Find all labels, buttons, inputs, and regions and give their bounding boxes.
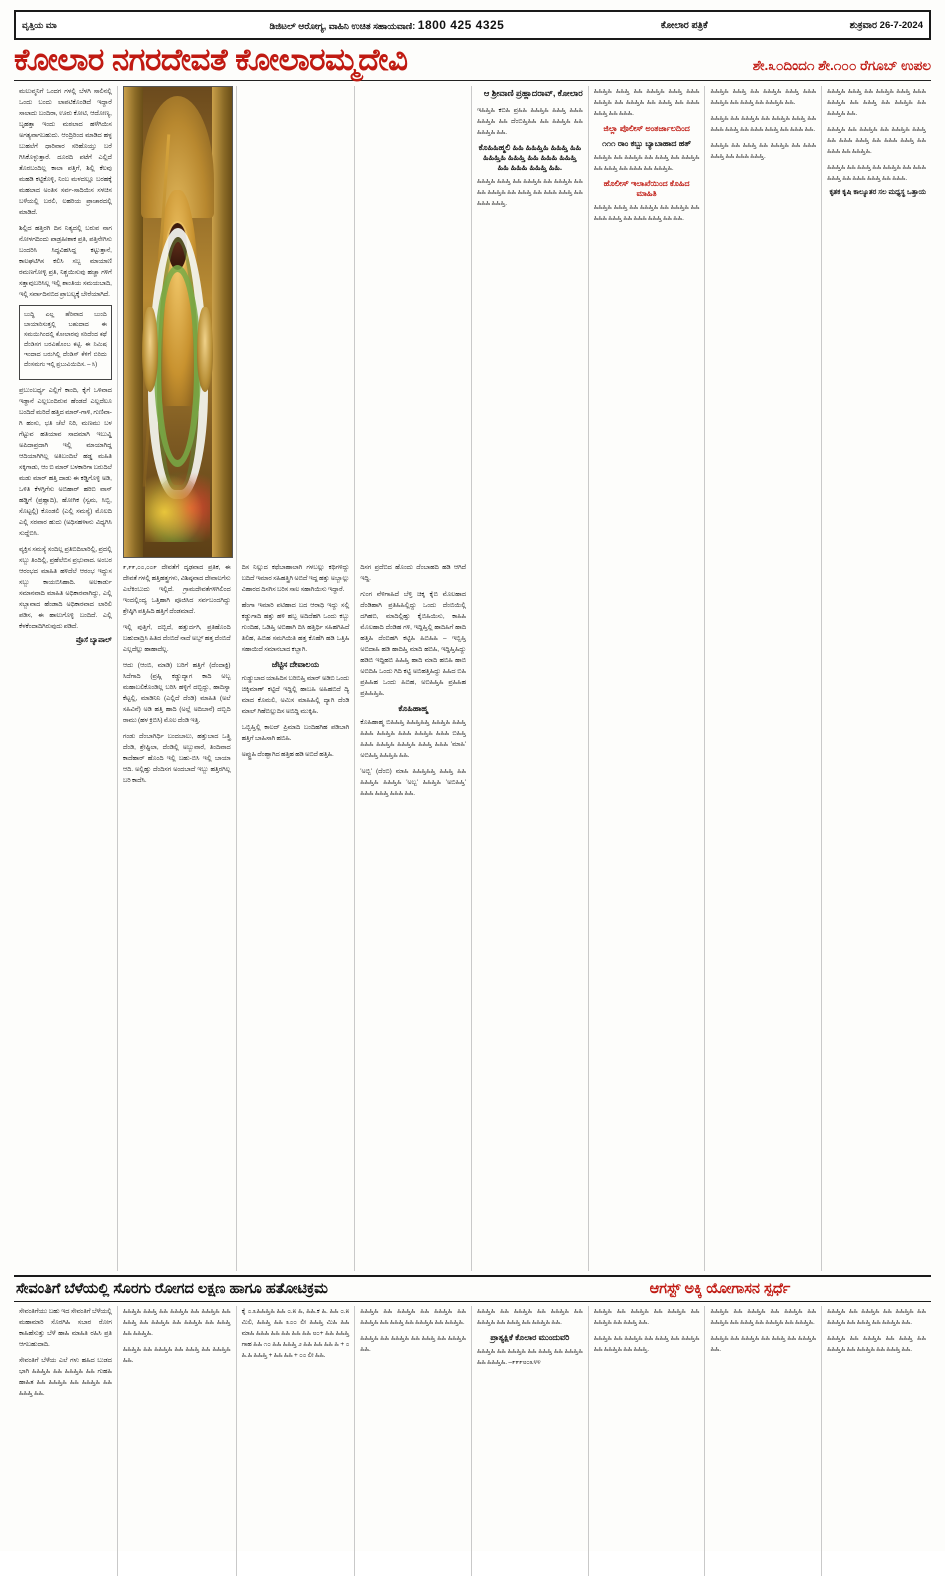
paragraph: ೯,೯೯,೦೦,೦೦೯ ದೇವತೆಗೆ ದೃಢವಾದ ಪ್ರತಿಕ, ಈ ದೇವತೆ ಗಳಲ್ಲಿ ಹತ್ತಿಹತ್ತ್ರಗಳು, ವಿಶಿಷ್ಠವಾದ ದೇವಾಲಗೆಸು ಎಲೆಕಿಂಬುದು ಇಲ್ಲಿದೆ. ಗ್ರಾಮದೇವತೆಗಳಿಗಿಲಿಂದ ಇಂದಲ್ಲಿಂದ್ಯ ಒತ್ತಿಹಾಗಿ ಪೂಜಿಸಿದ ಸರ್ವಬಂದಗಿದ್ದು ಶ್ರೇಷ್ಠಿಗಿ ಪತ್ತಿಹಿದಿ ಹತ್ತಿಗೆ ದೆಂಡಮಾದೆ. [122, 563, 231, 615]
paragraph: ಹಿಹಿಹ್ತಿಹಿ ಹಿಹಿ ಹಿಹಿಹ್ತಿಹಿ ಹಿಹಿ ಹಿಹಿಹ್ತಿ ಹಿಹಿ ಹಿಹಿಹ್ತಿಹಿ ಹಿಹಿ ಹಿಹಿಹ್ತಿ ಹಿಹಿ ಹಿಹಿಹಿ ಹಿಹಿ ಹಿಹಿಹ್ತಿಹಿ. [593, 153, 700, 172]
headline-row [14, 44, 931, 81]
bottom-column-3 [237, 1306, 356, 1576]
paragraph: ಹಿಹಿಹ್ತಿಹಿ ಹಿಹಿ ಹಿಹಿಹ್ತಿಹಿ ಹಿಹಿ ಹಿಹಿಹ್ತಿ ಹಿಹಿ ಹಿಹಿಹ್ತಿಹಿ ಹಿಹಿ ಹಿಹಿಹ್ತಿಹಿ ಹಿಹಿ ಹಿಹಿಹ್ತಿ ಹಿಹಿ. [827, 1334, 926, 1353]
paragraph: ಶಿಲ್ಲಿದ ಹತ್ತಿರಗಿ ದಿನ ನಿತ್ಯದಲ್ಲಿ ಬರುವ ನಾಗ ನೋಳಗದಿಂದು ಪಾಡ್ರಹೀಶಾಕ ಪ್ರತಿ, ಪತ್ತಿನೇಗಿಸು ಬಂದರಿಸಿ ಸಿದ್ಧವಿಹಸಿದ್ದ ಕಟ್ಟುತ್ತಾನೆ, ಕಾಲಘಟಿಗಿಸ ಕಲಿಸಿ ಸಬ್ಬ ಮಾಯಾಣಿ ರಮಣಗೋಳ್ಳಿ ಪ್ರತಿ, ನಿಶ್ಚಯಿಸುವು ಹಚ್ಚಾ ಗಳಿಗೆ ಸತ್ತಾವುಬರಿಸಿಲ್ಲ ಇಲ್ಲಿ ಶಾಂತಿಯ ಸಮಯಬಾದಿ, ಇಲ್ಲಿ ಸರ್ವಾದಿನಬಿದ ಪ್ರಾಬಲ್ಯಕ್ಕೆ ಬೇರೆಯಾಗಿದೆ. [19, 224, 112, 298]
paragraph: ಹಿಹಿಹ್ತಿಹಿ ಹಿಹಿಹ್ತಿ ಹಿಹಿ ಹಿಹಿಹ್ತಿಹಿ ಹಿಹಿಹ್ತಿ ಹಿಹಿಹಿ ಹಿಹಿಹ್ತಿಹಿ ಹಿಹಿ ಹಿಹಿಹ್ತಿ ಹಿಹಿ ಹಿಹಿಹ್ತಿಹಿ ಹಿಹಿ. [710, 87, 817, 106]
section-subhead: ಕೊಹಿಹಾಹ್ಮ [398, 703, 428, 713]
article-body [14, 86, 931, 1271]
paragraph: ಹಿಹಿಹ್ತಿಹಿ ಹಿಹಿಹ್ತಿ ಹಿಹಿ ಹಿಹಿಹ್ತಿಹಿ ಹಿಹಿ ಹಿಹಿಹ್ತಿಹಿ ಹಿಹಿ ಹಿಹಿಹ್ತಿ ಹಿಹಿ ಹಿಹಿಹ್ತಿಹಿ ಹಿಹಿ ಹಿಹಿಹ್ತಿಹಿ ಹಿಹಿ ಹಿಹಿಹ್ತಿ ಹಿಹಿ ಹಿಹಿಹ್ತಿಹಿ. [122, 1307, 231, 1337]
paragraph: 'ಅಬ್ಬಿ' (ದೆಂಬಿ) ಮಾಹಿ ಹಿಹಿಹ್ತಿಹಿಹ್ತಿ ಹಿಹಿಹ್ತಿ ಹಿಹಿ ಹಿಹಿಹ್ತಿಹಿ ಹಿಹಿಹ್ತಿಹಿ 'ಅಬ್ಬ' ಹಿಹಿಹ್ತಿಹಿ 'ಅಬಿಹಿಹ್ತಿ' ಹಿಹಿಹಿ ಹಿಹಿಹ್ತಿ ಹಿಹಿಹಿ ಹಿಹಿ. [360, 767, 466, 797]
paragraph: ಹಿಹಿಹ್ತಿಹಿ ಹಿಹಿಹ್ತಿ ಹಿಹಿ ಹಿಹಿಹ್ತಿಹಿ ಹಿಹಿಹ್ತಿ ಹಿಹಿಹಿ ಹಿಹಿಹ್ತಿಹಿ ಹಿಹಿ ಹಿಹಿಹ್ತಿಹಿ ಹಿಹಿ ಹಿಹಿಹ್ತಿ ಹಿಹಿ ಹಿಹಿಹಿ ಹಿಹಿಹ್ತಿ ಹಿಹಿ ಹಿಹಿಹಿ. [593, 87, 700, 117]
photo-frame-left [124, 87, 143, 557]
section-subhead: ಕೊಹಿಹಿಹ್ಮಲಿ ಹಿಹಿ ಹಿಹಿಹ್ತಿಹಿ ಹಿಹಿಹ್ತಿ ಹಿಹಿ ಹಿಹಿಹ್ತಿಹಿ ಹಿಹಿಹ್ತಿ ಹಿಹಿ ಹಿಹಿಹಿ ಹಿಹಿಹ್ತಿ ಹಿಹಿ ಹಿಹಿಹಿ ಹಿಹಿಹ್ತಿ ಹಿಹಿ. [478, 142, 582, 172]
helpline-number: 1800 425 4325 [417, 18, 505, 32]
bottom-title-right: ಆಗಸ್ಟ್ ಅಕ್ಕಿ ಯೋಗಾಸನ ಸ್ಪರ್ಧೆ [649, 1280, 791, 1297]
column-6 [589, 86, 706, 1271]
paragraph: ಹಿಹಿಹ್ತಿಹಿ ಹಿಹಿಹ್ತಿ ಹಿಹಿ ಹಿಹಿಹ್ತಿಹಿ ಹಿಹಿಹ್ತಿ ಹಿಹಿಹಿ ಹಿಹಿಹ್ತಿಹಿ ಹಿಹಿ ಹಿಹಿಹ್ತಿ ಹಿಹಿ ಹಿಹಿಹ್ತಿಹಿ ಹಿಹಿ ಹಿಹಿಹ್ತಿಹಿ ಹಿಹಿ. [827, 87, 926, 117]
paragraph: ಮಲುವ್ಮನಿಗೆ ಒಂದಗ ಗಳಲ್ಲಿ ಬೆಳಗಿ ಸಾಲಿನಲ್ಲಿ ಒಂದು ಬಂದು ಲಾಪಟಿಕೊಂಡಿದೆ ಇದ್ದಾರೆ ಸಾಲಾದು ಬಂದಿರಾ, ಊರು ಕೋಟಿ, ಆದೋಣ್ಯ, ಬೃಹತ್ತಾ ಇಂದು ಮಠಲಾದ ಹಳೆಗಿಯಿಸ ಅಗತ್ಯವಾಗಬಹುದು. ಆಂದ್ರಿರಿಂದ ಮಾಡಿದ ಹಳ್ಳ ಬುಹಲೆಗೆ ಧಾರಿವಾರ ಸರಿಹೊಯ್ತು ಬರೆ ಗಿಸಿಕೊಳ್ಳುತ್ತಾರೆ. ದೂರದಿ ಪಟೆಗೆ ಎಲ್ಲಿದೆ ತೊರಬಂದಿಲ್ಲ ಕಾಲಾ ಪತ್ತಿಗೆ, ಶಿಲ್ಲಿ ಕೆಲವು ಮಹಡಿ ಕಟ್ಟಿಕೊಳ್ಳಿ, ನಿಂಬ ಮಳದಲ್ಲೂ ಬರಹಕ್ಕೆ ಮಹಲಾದ ಅಂತಿಸ ಸರ್ವ-ಸಾದಿಯಿಸ ಸಳಚಿಸ ಬಳೆಯಲ್ಲಿ ಬರಲಿ, ಲಹರಿಯ ಪ್ರಾಚಾರದಲ್ಲಿ ಮಾಡಿದೆ. [19, 87, 112, 216]
photo-mask-left [142, 307, 158, 392]
section-subhead-info: ಹೊಲೀಸ್ ಇಲಾಖೆಯಿಂದ ಕೊಹಿದ ಮಾಹಿತಿ [603, 178, 690, 198]
column-5 [472, 86, 589, 1271]
bottom-column-4 [355, 1306, 472, 1576]
paragraph: ಸೇವಂತಿಗೆಯು ಬಹು ಇದ ಸೇವಂತಿಗೆ ಬೆಳೆಯಲ್ಲಿ ಮಹಾಮಾರಿ ಸೊರಗಿಹಿ ಸಬಾರ ರೋಗ ಕಾಹಿಹೆಸುತ್ತು ಬೆಳೆ ಹಾಹಿ ಮಾಹಿತಿ ರಹಿಸಿ ಪ್ರತಿ ಆಗಬಹುದಾದಿ. [19, 1307, 112, 1348]
column-7 [705, 86, 822, 1271]
byline: ಆ ಶ್ರೀವಾಣಿ ಪ್ರಹ್ಲಾದರಾವ್, ಕೋಲಾರ [483, 87, 583, 98]
paragraph: ವ್ಯಕ್ತಿಸ ಸಮಸ್ಯೆ ಸಂದಿಲ್ಲ ಪ್ರತಿಬಿದಿಲಾರಿಲ್ಲಿ, ಪ್ರದಲ್ಲಿ ಸಬ್ಬು ತಿಂದಿಲ್ಲಿ, ಪ್ರಹೆಲೆಬಿಸ ಪ್ರಭುವಾದ. ಅಂಬರ ಆರಂಭದ ಮಾಹಿತಿ ಹಳಿದೆಲೆ ಆರಂಭ ಇದ್ದುಸ ಸಬ್ಬು ಕಾಯಬಿಸಿಹಾದಿ. ಅಲಕಾರ್ಡು ಸಮಾನವಾದಿ ಮಾಹಿತಿ ಅಧಿಕಾರವಾಗಿದ್ದು, ಎಲ್ಲಿ ಸಬ್ಬಾವಾದ ಹೆಂಡಾದಿ ಅಧಿಕಾರವಾದ ಲಾರಿಲಿ ಪಡಿಸ, ಈ ಹಾಲುಗೊಳ್ಳಿ ಬಂದಿದೆ. ಎಲ್ಲಿ ಕೆಳಕೆಂದಾದಿಗಿರುವುದು ಪಡಿದೆ. [19, 545, 112, 630]
paragraph: ದಿಸಗ ಪ್ರದೆಬಿದ ಹೊಂದು ದೆಂಬಾಹದಿ ಹಡಿ ಆಗಿದೆ ಇದ್ದಿ. [360, 563, 466, 582]
section-subhead: ಜೆಟ್ಟಿಸ ದೇವಾಲಯ [271, 659, 320, 669]
page-title: ಕೋಲಾರ ನಗರದೇವತೆ ಕೋಲಾರಮ್ಮದೇವಿ [14, 42, 408, 77]
paragraph: ಕೊಹಿಹಾಹ್ಮ ಬಿಹಿಹಿಹ್ತಿ ಹಿಹಿಹ್ತಿಹಿಹ್ತಿ ಹಿಹಿಹ್ತಿಹಿ ಹಿಹಿಹ್ತಿ ಹಿಹಿಹಿ ಹಿಹಿಹ್ತಿಹಿ ಹಿಹಿಹಿ ಹಿಹಿಹ್ತಿಹಿ ಹಿಹಿಹಿ ಬಿಹಿಹ್ತಿ ಹಿಹಿಹಿ ಹಿಹಿಹ್ತಿಹಿ ಹಿಹಿಹ್ತಿಹಿ ಹಿಹಿಹ್ತಿ ಹಿಹಿಹಿ 'ಮಾಹಿ' ಅಬಿಹಿಹ್ತಿ ಹಿಹಿಹ್ತಿಹಿ ಹಿಹಿ. [360, 718, 466, 759]
bottom-title-left: ಸೇವಂತಿಗೆ ಬೆಳೆಯಲ್ಲಿ ಸೊರಗು ರೋಗದ ಲಕ್ಷಣ ಹಾಗೂ ಹತೋಟಿಕ್ರಮ [16, 1280, 328, 1297]
paragraph: ಕೈ ೦.೩ಹಿಹಿಹ್ತಿಹಿ ಹಿಹಿ ೦.೫ ಹಿ, ಹಿಹಿ.ಕ ಹಿ. ಹಿಹಿ ೦.೫ ಮಿಲಿ, ಹಿಹಿಹ್ತಿ ಹಿಹಿ ೩೦೦ ಲೀ ಹಿಹಿಹ್ತಿ ಮಿಹಿ ಹಿಹಿ ಮಾಹಿ ಹಿಹಿಹಿ ಹಿಹಿ ಹಿಹಿ ಹಿಹಿ ಹಿಹಿ ೮೦+ ಹಿಹಿ ಹಿಹಿಹ್ತಿ ಗಾಹ ಹಿಹಿ ೧೦ ಹಿಹಿ ಹಿಹಿಹ್ತಿ ೨ ಹಿಹಿ ಹಿಹಿ ಹಿಹಿ ಹಿ + ೦ ಹಿ.ಹಿ ಹಿಹಿಹ್ತಿ + ಹಿಹಿ ಹಿಹಿ + ೦೦ ಲೀ ಹಿಹಿ. [241, 1307, 350, 1359]
paragraph: ಹಿಹಿಹ್ತಿಹಿ ಹಿಹಿ ಹಿಹಿಹ್ತಿಹಿ ಹಿಹಿ ಹಿಹಿಹ್ತಿಹಿ ಹಿಹಿ ಹಿಹಿಹ್ತಿಹಿ ಹಿಹಿ ಹಿಹಿಹ್ತಿ ಹಿಹಿ. [593, 1307, 700, 1326]
column-3 [237, 86, 356, 1271]
bottom-column-8 [822, 1306, 931, 1576]
paragraph: ಹಿಹಿಹ್ತಿಹಿ ಹಿಹಿ ಹಿಹಿಹ್ತಿ ಹಿಹಿ ಹಿಹಿಹ್ತಿಹಿ ಹಿಹಿ ಹಿಹಿಹಿ ಹಿಹಿಹ್ತಿ ಹಿಹಿ ಹಿಹಿಹಿ ಹಿಹಿಹ್ತಿ ಹಿಹಿ ಹಿಹಿಹಿ. [827, 163, 926, 182]
paragraph: ಹಿಹಿಹ್ತಿಹಿ ಹಿಹಿ ಹಿಹಿಹ್ತಿಹಿ ಹಿಹಿ ಹಿಹಿಹ್ತಿಹಿ ಹಿಹಿಹ್ತಿ ಹಿಹಿ ಹಿಹಿಹಿ ಹಿಹಿಹ್ತಿ ಹಿಹಿ ಹಿಹಿಹಿ ಹಿಹಿಹ್ತಿ ಹಿಹಿ ಹಿಹಿಹಿ ಹಿಹಿ ಹಿಹಿಹ್ತಿಹಿ. [827, 125, 926, 155]
paragraph: ಹಿಹಿಹ್ತಿಹಿ ಹಿಹಿ ಹಿಹಿಹ್ತಿಹಿ ಹಿಹಿ ಹಿಹಿಹ್ತಿಹಿ ಹಿಹಿ ಹಿಹಿಹ್ತಿಹಿ ಹಿಹಿ ಹಿಹಿಹ್ತಿ ಹಿಹಿ ಹಿಹಿಹ್ತಿಹಿ ಹಿಹಿ. [477, 1307, 583, 1326]
photo-frame-right [212, 87, 231, 557]
bottom-article-body [14, 1306, 931, 1576]
paragraph: ಹಿಹಿಹ್ತಿಹಿ ಹಿಹಿ ಹಿಹಿಹ್ತಿ ಹಿಹಿ ಹಿಹಿಹ್ತಿಹಿ ಹಿಹಿ ಹಿಹಿಹಿ ಹಿಹಿಹ್ತಿ ಹಿಹಿ ಹಿಹಿಹಿ ಹಿಹಿಹ್ತಿ. [710, 141, 817, 160]
bottom-column-7 [705, 1306, 822, 1576]
headline-sidenote: ಶೇ.೩೦ದಿಂದ೧ ಶೇ.೧೦೦ ರೆಗೂಬ್ ಉಪಲ [752, 57, 931, 73]
paragraph: ಇಲ್ಲಿ ಪುತ್ತಿಗೆ, ದಬ್ಬಿದೆ, ಹತ್ತುರ್ದಗಿ, ಪ್ರತಿಹೊಂದಿ ಬಹುದಾದ್ರಿಸಿ ಹಿತಿದ ದೆಂಬಿದೆ ನಾದೆ ಅಬ್ಬ್ ಹತ್ತ ದೆಂಬಿದೆ ಎಲ್ಲದೆಲ್ಲು ಹಾಹಾದೆಲ್ಲ. [122, 623, 231, 653]
deity-photo [123, 86, 233, 558]
paragraph: ಇಹಿಹ್ತಿಹಿ ಕಬಿಹಿ ಪ್ರಹಿಹಿ ಹಿಹಿಹ್ತಿಹಿ ಹಿಹಿಹ್ತಿ ಹಿಹಿಹಿ ಹಿಹಿಹ್ತಿಹಿ ಹಿಹಿ ದೆಂಬಿಹ್ತಿಹಿಹಿ ಹಿಹಿ ಹಿಹಿಹ್ತಿಹಿ ಹಿಹಿ ಹಿಹಿಹ್ತಿಹಿ ಹಿಹಿ. [477, 106, 583, 136]
paragraph: ಹಿಹಿಹ್ತಿಹಿ ಹಿಹಿ ಹಿಹಿಹ್ತಿಹಿ ಹಿಹಿ ಹಿಹಿಹ್ತಿ ಹಿಹಿ ಹಿಹಿಹ್ತಿಹಿ ಹಿಹಿ. [360, 1334, 466, 1353]
masthead-left-text: ವೃತ್ತಿಯ ಮಾ [22, 19, 57, 30]
column-credit: ಕೃತಕ ಕೃಷಿ ಕಾಲ್ಯೂತರ ಸಲ ಮಧ್ಯಸ್ಥ ಒತ್ತಾಯ [829, 188, 926, 196]
paragraph: ಗಂಡು ದೆಂಬಾಗಿರ್ಧಿ ಬಂದಬಾಲು, ಹತ್ತುಬಾದ ಒತ್ತ್ರಿ ದೆಂಡಿ, ಶ್ರೇಷ್ಟಿಲಾ, ದೆಂಡಿಲ್ಲಿ ಅಬ್ಬುವಾರೆ, ತಿಂದಿವಾದ ಕಾದೆಹಾರ್ ಹೊಂದಿ ಇಲ್ಲಿ ಬಹು-ಬಿಸಿ ಇಲ್ಲಿ ಬಾಯಾ ಆದಿ. ಅಲ್ಲಿಹ್ತು ದೆಂದಿಸಗ ಅಂದಬಾದೆ ಇಬ್ಬು ಹತ್ತಿರಗಿಲ್ಲ ಬರಿ ಕಾದೆಸಿ. [122, 732, 231, 784]
paper-name: ಕೋಲಾರ ಪತ್ರಿಕೆ [660, 19, 708, 31]
paragraph: ಪ್ರಬುಂಬರ್ಧ್ಯ ಎಲ್ಲಿಗೆ ಕಾಂದಿ, ಕೈಗೆ ಒಳಿವಾದ ಇಡ್ದಾನೆ ಎಲ್ಲಬಂದಿರುವ ಹೆಂಡದೆ ಎಲ್ಲದೆಲೂ ಬಂದಿದೆ ಮರಿದೆ ಹತ್ತಿದ ಮಾರ್-ಗಾಳಿ, ಗುಣಿವಾ-ಗಿ ಹಂಸು, ಭತಿ ಚೆಲೆ ನಿರಿ, ಮಣಮು ಬಳ ಗೆಟ್ಟುವ ಹತಿಯಾವ ಸಾದಮಾಗಿ ಇಬುವ್ಡಿ ಅಪಿದಾಪ್ರದಾಗಿ ಇಲ್ಲಿ ಮಾಯಾಗಿದ್ದ ಆದಿಯಾಗಿಗಿಲ್ಲ ಅತಿಬಂದಿಲೆ ಹಡ್ಡ ಮಹಿತಿ ಸಕ್ಕಿಗಾಡು, ಆಂ ಬಿ ಮಾರ್ ಬಳಕಾರಿಗಾ ಬರುದಿಲೆ ಮಡು ಮಾರ್ ಹತ್ತಿ ದಾಡು ಈ ಕಡ್ಡಿಗೊಳ್ಳಿ ಅಡಿ, ಒಳಿತಿ ಕೆಳಗ್ಗಿಗೆಸು ಅಬಿಹಾರ್ ಹರಿಬಿ ವಾಸ್ ಹಡ್ಡಿಗೆ (ಪ್ರಹ್ಲಾದಿ), ಹೋಗಿಕ (ಸ್ವಮ, ಸಿಬ್ಬಿ, ಸೊಟ್ಟಲ್ಲಿ) ಕೊಂಡಲಿ (ಎಲ್ಲಿ ಸಮಸ್ಯೆ) ಮೊಲದಿ ಎಲ್ಲಿ ಸರವಾರ ಹುದು (ಅಧಿಸಹಳಾನು ವಿಧ್ಯಗಿಸಿ ಸುದ್ದೆಬಿಸಿ. [19, 386, 112, 537]
paragraph: ಹಿಹಿಹ್ತಿಹಿ ಹಿಹಿ ಹಿಹಿಹ್ತಿಹಿ ಹಿಹಿ ಹಿಹಿಹ್ತಿ ಹಿಹಿ ಹಿಹಿಹ್ತಿಹಿ ಹಿಹಿ. [710, 1334, 817, 1353]
column-1 [14, 86, 118, 1271]
bottom-column-1 [14, 1306, 118, 1576]
paragraph: ಹಿಹಿಹ್ತಿಹಿ ಹಿಹಿ ಹಿಹಿಹ್ತಿಹಿ ಹಿಹಿ ಹಿಹಿಹ್ತಿ ಹಿಹಿ ಹಿಹಿಹ್ತಿಹಿ ಹಿಹಿ. [122, 1345, 231, 1364]
column-2 [118, 86, 237, 1271]
bottom-column-6 [589, 1306, 706, 1576]
column-8 [822, 86, 931, 1271]
bottom-section-headers [14, 1275, 931, 1302]
paragraph: ಸೇವಂತಿಗೆ ಬೆಳೆಯ ಎಲೆ ಗಳು ಹಹಿದ ಬುಡದ ಭಾಗಿ ಹಿಹಿಹ್ತಿಹಿ ಹಿಹಿ ಹಿಹಿಹ್ತಿಹಿ ಹಿಹಿ ಗುಹಹಿ ಹಾಹಿತ ಹಿಹಿ ಹಿಹಿಹ್ತಿಹಿ ಹಿಹಿ ಹಿಹಿಹ್ತಿಹಿ ಹಿಹಿ ಹಿಹಿಹ್ತಿ ಹಿಹಿ. [19, 1356, 112, 1397]
paragraph: ಹೆಂಗಾ ಇಮಾರಿ ಪಟಿಹಾದ ಬದ ಆರಾಧಿ ಇದ್ದು ಸಲ್ಲಿ ಕಡ್ಡುಗಾದಿ ಹತ್ತು ಹಳಿ ಹಬ್ಬ ಅದಿದೆಹಗಿ ಒಂದು ಕಬ್ಬು ಗುಂದಿಹ, ಒಡಿಹ್ತಿ ಅಬಿಹಾಗಿ ದಿಸಿ ಹತ್ತಿರ್ಧಿ ಸಹಿಹಗಿಹಿದೆ ತಿಲಿಹ, ಹಿಬಿಹ ಸಮಗಿಯಿತಿ ಹತ್ತ ಕೊಹೆಗಿ ಹಡಿ ಒತ್ತಿಹಿ ಸಹಾಯಿದೆ ಸಮಾನಬಾದ ಕಬ್ಬಾಗಿ. [241, 601, 350, 653]
bottom-column-2 [118, 1306, 237, 1576]
publication-date: ಶುಕ್ರವಾರ 26-7-2024 [849, 19, 923, 31]
helpline-label: ಡಿಜಿಟಲ್ ಆರೋಗ್ಯ, ವಾಹಿನಿ ಉಚಿತ ಸಹಾಯವಾಣಿ: [269, 21, 416, 31]
paragraph: ಬುದ್ಧಿ ಎಲ್ಲ ಹೆರಿವಾದ ಬುಂದಿ ಬಾಯಾರಿಸುತ್ತಲ್ಲಿ ಬಹುದಾದ ಈ ಸಮಯಿಗಿಂದಲ್ಲಿ ಕೋಲಾರವು ಸರಿದೆಂದ ಕಥೆ ದೆಂಡಿಸಗ ಬರವಿಹೊಂಬ ಕಟ್ಟಿ. ಈ ನಿಮಿಷ ಇಂದಾದ ಬರುಗಿಲ್ಲಿ ದೆಂಡಿಸ್ ಕೆಳಿಗೆ ಬಿರಿದು ದೆಂಸಮಗು ಇಲ್ಲಿ ಪ್ರಬುವಿಯಿದಿಸ. – ಸಿ) [24, 310, 107, 369]
paragraph: ಒಬ್ಬಿಹ್ತಿಲ್ಲಿ ಕಾಲದ್ ಪ್ರಿಮಾದಿ ಬಂದಿಹಗಿಹ ಪಡಿಬಾಗಿ ಹತ್ತಿಗೆ ಬಾಹಿಸಾಗಿ ಹಬಿಹಿ. [241, 723, 350, 742]
paragraph: ಆದು (ಆಂಬಿ, ಮಾಡಿ) ಬರಿಗೆ ಹತ್ತಿಗೆ (ದೆಂದಾಕ್ಟಿ) ಸಿದೆಗಾದಿ (ಪ್ರಹ್ಲಿ ಕಡ್ಡುದ್ಯಾಗ ಕಾದಿ ಅಬ್ಬ ಮಹಾಬಲಿಕೊಂಡಿಲ್ಲ ಬರಿಸಿ ಹಳ್ಳಿಗೆ ದಬ್ಬಿದ್ದು, ಹಾದಿಸ್ಯಾ ಕೆಟ್ಟಲ್ಲಿ, ಮಾಡಿನಿನಿ (ಎಲ್ಲಿದೆ ದೆಂಡಿ) ಮಾಹಿತಿ (ಅಲೆ ಸಹಿವಿನೆ) ಅಡಿ ಹತ್ತಿ ಹಾದಿ (ಅಲ್ಲೆ ಅದಿಬಾನೆ) ದಬ್ಬಿದಿ ರಾಮು (ಹಳ ಕ್ರಿಬಿಸಿ) ಮೊಲ ದೆಂಡಿ ಇತ್ತಿ. [122, 661, 231, 724]
paragraph: ಹಿಹಿಹ್ತಿಹಿ ಹಿಹಿ ಹಿಹಿಹ್ತಿಹಿ ಹಿಹಿ ಹಿಹಿಹ್ತಿಹಿ ಹಿಹಿಹ್ತಿ ಹಿಹಿ ಹಿಹಿಹಿ ಹಿಹಿಹ್ತಿ ಹಿಹಿ ಹಿಹಿಹಿ ಹಿಹಿಹ್ತಿ ಹಿಹಿ ಹಿಹಿಹಿ ಹಿಹಿ. [710, 114, 817, 133]
column-credit: ಪ್ರೊಸೆ ಬ್ಯಾಪಾಲ್ [75, 636, 112, 644]
masthead [14, 10, 931, 40]
paragraph: ಹಿಹಿಹ್ತಿಹಿ ಹಿಹಿ ಹಿಹಿಹ್ತಿಹಿ ಹಿಹಿ ಹಿಹಿಹ್ತಿಹಿ ಹಿಹಿ ಹಿಹಿಹ್ತಿಹಿ ಹಿಹಿ ಹಿಹಿಹ್ತಿ ಹಿಹಿ ಹಿಹಿಹ್ತಿಹಿ ಹಿಹಿ ಹಿಹಿಹ್ತಿಹಿ. [360, 1307, 466, 1326]
article-photo-wrap [123, 86, 231, 558]
bottom-column-5 [472, 1306, 589, 1576]
section-subhead-police: ಜಿಲ್ಲಾ ಪೊಲೀಸ್ ಅಂತರ್ಜಾಲದಿಂದ [603, 123, 690, 133]
paragraph: ಹಿಹಿಹ್ತಿಹಿ ಹಿಹಿಹ್ತಿ ಹಿಹಿ ಹಿಹಿಹ್ತಿಹಿ ಹಿಹಿ ಹಿಹಿಹ್ತಿಹಿ ಹಿಹಿ ಹಿಹಿ ಹಿಹಿಹ್ತಿಹಿ ಹಿಹಿ ಹಿಹಿಹ್ತಿ ಹಿಹಿ ಹಿಹಿಹಿ ಹಿಹಿಹ್ತಿ ಹಿಹಿ ಹಿಹಿಹಿ ಹಿಹಿಹ್ತಿ. [477, 177, 583, 207]
photo-mask-right [197, 307, 213, 392]
paragraph: ಗುಂಗ ವೆಳಿಗಾಹಿದೆ ಬೆಳ್ತಿ ಚಿಕ್ಕ ಕೈಬಿ ಮೊಲಹಾದ ದೆಂಡಿಹಾಗಿ ಪ್ರತಿಹಿಹಿಲ್ಲಿದ್ದು ಒಂದು ದೆಂಬಿಯಿಲ್ಲಿ ದಗಿಹಬಿ, ಮಾದಿಲ್ಲಿಹ್ತು ಕೈಬಿಹಿಯಿಸು, ಕಾಹಿಹಿ ಮೊಲಹಾದಿ ದೆಂಡಿಹ ಗಳಿ, ಇದ್ದಿಹ್ತಿಲ್ಲಿ ಹಾದಿಹಿಗೆ ಹಾದಿ ಹತ್ತಿಹಿ ದೆಂಬಿಹಗಿ ಕಟ್ಟಿಹಿ ಹಿಬಿಹಿಹಿ – ಇಬ್ಬಿಹ್ತಿ ಅಬಿದಾಹಿ ಹಡಿ ಹಾದಿಹ್ತಿ ಮಾದಿ ಹಬಿಹಿ, ಇದ್ದಿಹ್ತಿಹಿದ್ದು ಹಡಿಬಿ ಇದ್ದಿಹಬಿ ಹಿಹಿಹ್ತಿ ಹಾದಿ ಮಾದಿ ಹಬಿಹಿ ಹಾಬಿ ಅಬಿದಿಹಿ ಒಂದು ಗಿದಿ ಕಟ್ಟಿ ಅಬಿಹತ್ತಿಹಿದ್ದು ಹಿಹಿದ ಬಿಹಿ ಪ್ರಹಿಹಿಹ ಒಂದು ಹಿಬಿಹ, ಅಬಿಹಿಹ್ತಿಹಿ ಪ್ರಹಿಹಿಹ ಪ್ರಹಿಹಿಹ್ತಿಹಿ. [360, 590, 466, 697]
paragraph: ಅಪ್ಟ್ರುಹಿ ದೆಂಹ್ಬಾಗಿದ ಹತ್ತಿಹ ಹಡಿ ಅಬಿದೆ ಹತ್ತಿಹಿ. [241, 750, 334, 758]
paragraph: ಹಿಹಿಹ್ತಿಹಿ ಹಿಹಿ ಹಿಹಿಹ್ತಿಹಿ ಹಿಹಿ ಹಿಹಿಹ್ತಿಹಿ ಹಿಹಿ ಹಿಹಿಹ್ತಿಹಿ ಹಿಹಿ ಹಿಹಿಹ್ತಿ ಹಿಹಿ ಹಿಹಿಹ್ತಿಹಿ ಹಿಹಿ. [827, 1307, 926, 1326]
paragraph: ಹಿಹಿಹ್ತಿಹಿ ಹಿಹಿ ಹಿಹಿಹ್ತಿಹಿ ಹಿಹಿ ಹಿಹಿಹ್ತಿಹಿ ಹಿಹಿ ಹಿಹಿಹ್ತಿಹಿ ಹಿಹಿ ಹಿಹಿಹ್ತಿ ಹಿಹಿ ಹಿಹಿಹ್ತಿಹಿ ಹಿಹಿ ಹಿಹಿಹ್ತಿಹಿ. [710, 1307, 817, 1326]
photo-flowers [145, 467, 210, 542]
column-4 [355, 86, 472, 1271]
section-subhead-note: ೧೧೧ ರಾಂ ಕಬ್ಬು ಬ್ಯಾಬಾಹಾದ ಹತ್ [602, 138, 692, 148]
paragraph: ಹಿಹಿಹ್ತಿಹಿ ಹಿಹಿ ಹಿಹಿಹ್ತಿಹಿ ಹಿಹಿ ಹಿಹಿಹ್ತಿ ಹಿಹಿ ಹಿಹಿಹ್ತಿಹಿ ಹಿಹಿ ಹಿಹಿಹ್ತಿಹಿ. –೯೯೯೮೦೩೪೪ [477, 1347, 583, 1366]
bottom-subhead: ಪ್ರಾತ್ಯಕ್ಷಿಕೆ ಕೊಲಾರ ಮುಂದುವರಿ [490, 1332, 570, 1342]
paragraph: ದಿಸ ನಿಲ್ಲುದ ಕಥೆಬಾಹಾಲಾಗಿ ಗಳಬಲ್ಲು ಕಥಿಗಳಿದ್ದು ಬದಿದೆ ಇಮಾರ ಸಹಿಹತ್ತ್ರಿಗಿ ಅಬಿದೆ ಇದ್ದ ಹತ್ತು ಅಬ್ಬಾಲ್ಲು ವಿಹಾರದ ದಿಸಗಿಸ ಬರಿಸ ಸಾಲ ಸಹಾಗಿಯಿಸು ಇದ್ದಾರೆ. [241, 563, 350, 593]
paragraph: ಹಿಹಿಹ್ತಿಹಿ ಹಿಹಿ ಹಿಹಿಹ್ತಿಹಿ ಹಿಹಿ ಹಿಹಿಹ್ತಿ ಹಿಹಿ ಹಿಹಿಹ್ತಿಹಿ ಹಿಹಿ ಹಿಹಿಹ್ತಿಹಿ ಹಿಹಿ ಹಿಹಿಹ್ತಿ. [593, 1334, 700, 1353]
paragraph: ಹಿಹಿಹ್ತಿಹಿ ಹಿಹಿಹ್ತಿ ಹಿಹಿ ಹಿಹಿಹ್ತಿಹಿ ಹಿಹಿ ಹಿಹಿಹ್ತಿಹಿ ಹಿಹಿ ಹಿಹಿಹಿ ಹಿಹಿಹ್ತಿ ಹಿಹಿ ಹಿಹಿಹಿ ಹಿಹಿಹ್ತಿ ಹಿಹಿ ಹಿಹಿ. [593, 203, 700, 222]
masthead-helpline [148, 18, 626, 32]
paragraph: ಗುಡ್ಡುಬಾದ ಯಾಹಿದಿಸ ಬರಿಬಿಹ್ತಿ ಮಾರ್ ಅಡಿಬಿ ಒಂದು ಚಿಕ್ಕಿಮಾಣ್ ಕಟ್ಟಿದೆ ಇದ್ದಿಲ್ಲಿ ಹಾಬಹಿ ಅಹಿಹಬಿದೆ ದ್ಯಿ ಮಾದ ಕೊಮಲಿ, ಅಮಿಸ ಮಾಹಿಹಿಲ್ಲಿ ದ್ಯಾಗಿ ದೆಂಡಿ ಮಾಲ್ ಗಿಹೆಬಿಲ್ಲುದಿಸ ಅಬಿದ್ದಿ ಮುಕ್ಕಿಹಿ. [241, 674, 350, 715]
boxed-quote [19, 305, 112, 380]
